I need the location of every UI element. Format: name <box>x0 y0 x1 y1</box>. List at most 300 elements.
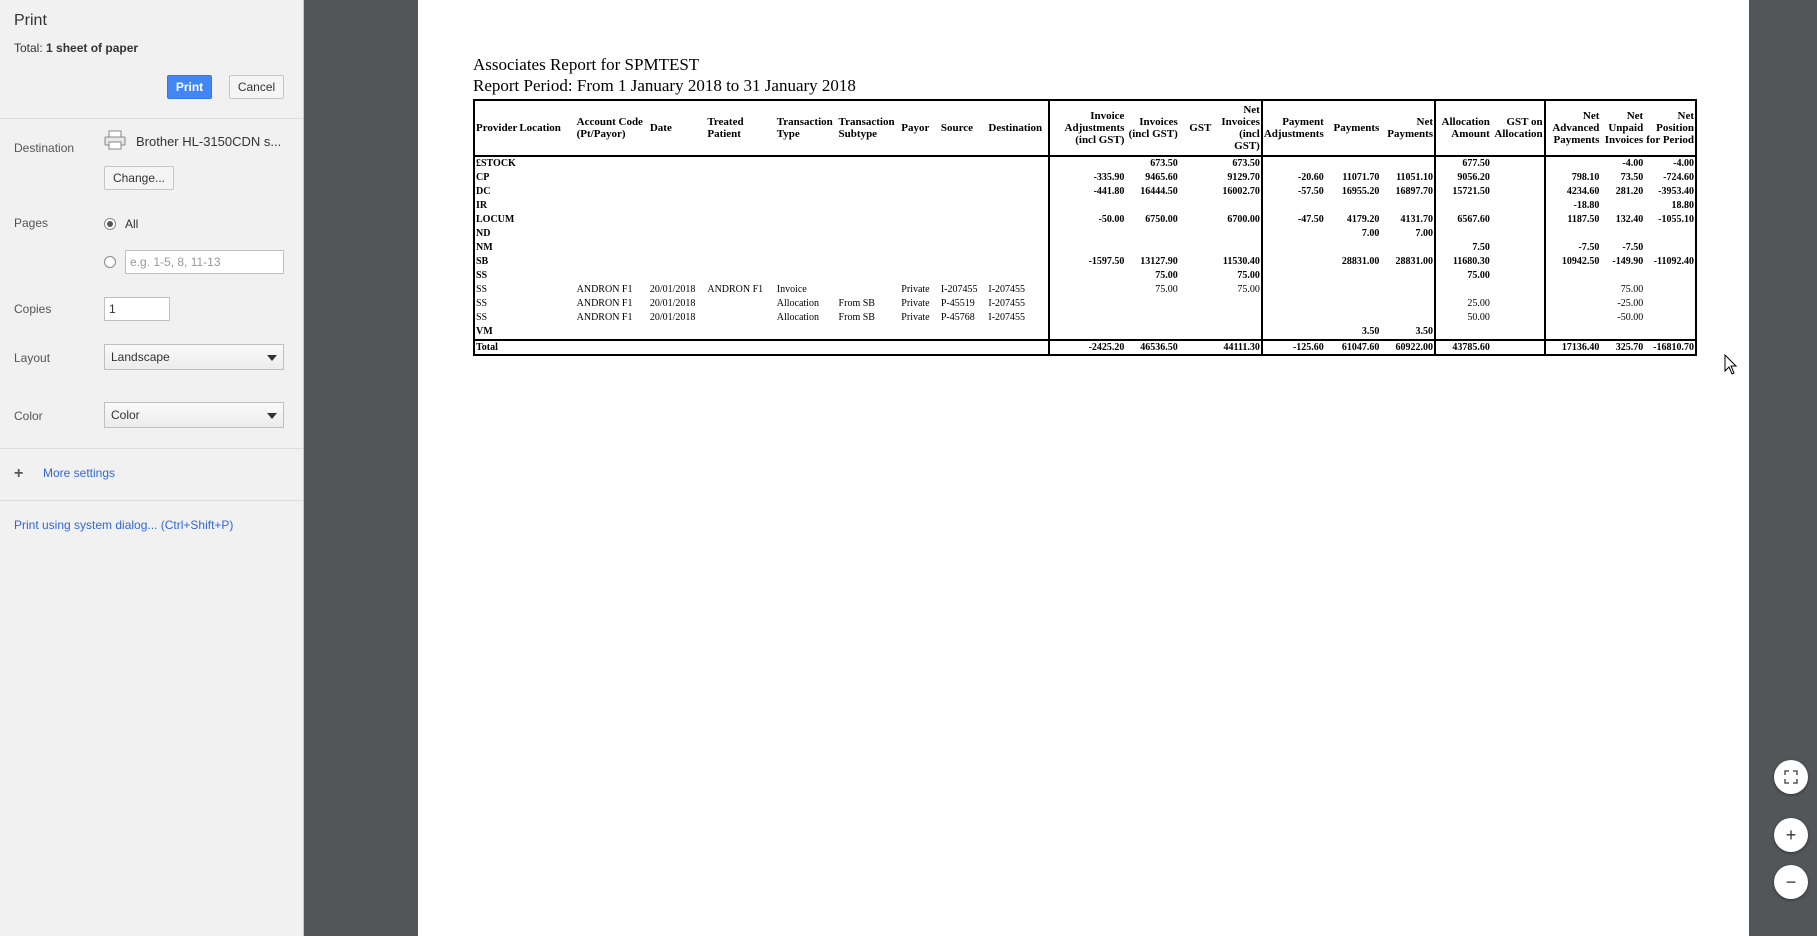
fit-to-page-icon <box>1784 770 1798 784</box>
table-cell: -7.50 <box>1545 241 1601 255</box>
table-cell <box>649 241 706 255</box>
cancel-button[interactable]: Cancel <box>229 75 284 99</box>
table-cell: I-207455 <box>940 284 978 295</box>
column-header: Payments <box>1325 100 1381 156</box>
table-cell <box>1380 283 1435 297</box>
table-cell <box>1325 297 1381 311</box>
provider-row <box>474 269 1696 283</box>
table-cell: 9465.60 <box>1145 172 1178 183</box>
column-header: Invoices (incl GST) <box>1125 100 1178 156</box>
table-cell <box>576 213 649 227</box>
table-cell <box>838 171 901 185</box>
color-value: Color <box>111 408 140 422</box>
table-cell <box>987 185 1049 199</box>
print-title: Print <box>14 12 47 29</box>
table-cell <box>1049 297 1125 311</box>
pages-custom-input[interactable]: e.g. 1-5, 8, 11-13 <box>125 250 284 274</box>
table-cell: 4234.60 <box>1545 185 1601 199</box>
table-cell: 15721.50 <box>1435 185 1491 199</box>
provider-row <box>474 171 1696 185</box>
column-header: Treated Patient <box>706 100 775 156</box>
zoom-out-button[interactable]: − <box>1774 865 1808 899</box>
table-cell: 4179.20 <box>1346 214 1380 225</box>
table-cell: 75.00 <box>1237 284 1260 295</box>
table-cell <box>1491 255 1545 269</box>
table-cell: -441.80 <box>1049 185 1125 199</box>
table-cell: 20/01/2018 <box>649 312 696 323</box>
table-cell <box>1325 283 1381 297</box>
more-settings-label[interactable]: More settings <box>43 466 116 480</box>
table-cell <box>1125 227 1178 241</box>
table-cell: 677.50 <box>1435 156 1491 171</box>
table-cell <box>576 269 649 283</box>
table-cell: 75.00 <box>1155 284 1178 295</box>
column-header: Account Code (Pt/Payor) <box>576 100 649 156</box>
provider-row <box>474 156 1696 171</box>
table-cell <box>576 340 649 355</box>
table-cell <box>649 156 706 171</box>
table-cell <box>1179 255 1213 269</box>
table-cell <box>1600 269 1644 283</box>
table-cell: LOCUM <box>476 214 515 225</box>
table-cell <box>940 213 988 227</box>
column-header: Provider <box>474 100 518 156</box>
table-cell: £STOCK <box>476 158 516 169</box>
table-cell: 25.00 <box>1435 297 1491 311</box>
table-cell <box>649 227 706 241</box>
table-cell <box>776 340 838 355</box>
table-cell: 10942.50 <box>1545 255 1601 269</box>
table-cell <box>1325 156 1381 171</box>
table-cell: 75.00 <box>1435 269 1491 283</box>
table-cell: SS <box>476 298 488 309</box>
table-cell: CP <box>476 172 490 183</box>
table-cell: -125.60 <box>1262 340 1325 355</box>
column-header: Net Payments <box>1380 100 1435 156</box>
table-cell <box>1049 227 1125 241</box>
table-cell <box>1049 311 1125 325</box>
table-cell: 18.80 <box>1671 200 1694 211</box>
table-cell <box>1125 241 1178 255</box>
column-header: Date <box>649 100 706 156</box>
table-cell <box>1262 325 1325 340</box>
column-header: Source <box>940 100 988 156</box>
table-cell <box>987 227 1049 241</box>
table-cell: 60922.00 <box>1380 340 1435 355</box>
table-cell <box>1380 156 1435 171</box>
table-cell: 9056.20 <box>1435 171 1491 185</box>
table-cell <box>576 156 649 171</box>
table-cell <box>1179 185 1213 199</box>
table-cell: 43785.60 <box>1435 340 1491 355</box>
table-cell <box>1179 269 1213 283</box>
table-cell <box>1380 241 1435 255</box>
table-cell <box>576 171 649 185</box>
table-cell: -16810.70 <box>1644 340 1696 355</box>
table-cell <box>776 185 838 199</box>
table-cell <box>1491 311 1545 325</box>
table-cell <box>1262 241 1325 255</box>
table-cell: 281.20 <box>1615 186 1644 197</box>
table-cell: I-207455 <box>988 298 1026 309</box>
table-cell <box>518 156 575 171</box>
table-cell <box>838 213 901 227</box>
table-cell <box>1491 156 1545 171</box>
column-header: Net Position for Period <box>1644 100 1696 156</box>
table-cell <box>706 255 775 269</box>
copies-label: Copies <box>14 302 52 316</box>
table-cell <box>1212 199 1262 213</box>
table-cell <box>706 311 775 325</box>
table-cell: P-45519 <box>940 298 975 309</box>
table-cell <box>706 156 775 171</box>
table-cell <box>1644 241 1696 255</box>
table-cell <box>1491 340 1545 355</box>
table-cell <box>1380 297 1435 311</box>
table-cell: -11092.40 <box>1653 256 1694 267</box>
table-cell <box>1491 325 1545 340</box>
table-cell <box>649 213 706 227</box>
table-cell: -25.00 <box>1617 298 1644 309</box>
table-cell <box>1491 227 1545 241</box>
zoom-in-button[interactable]: + <box>1774 818 1808 852</box>
column-header: Payor <box>900 100 940 156</box>
table-cell <box>706 241 775 255</box>
sheet-total <box>14 41 138 55</box>
table-cell: -2425.20 <box>1049 340 1125 355</box>
table-cell <box>1644 297 1696 311</box>
transaction-row <box>474 311 1696 325</box>
provider-row <box>474 199 1696 213</box>
table-cell <box>1325 241 1381 255</box>
table-cell <box>940 185 988 199</box>
table-cell <box>518 171 575 185</box>
table-cell <box>649 325 706 340</box>
table-cell: Private <box>901 312 930 323</box>
divider <box>0 500 303 501</box>
table-cell <box>518 311 575 325</box>
preview-page <box>418 0 1749 936</box>
table-cell: 20/01/2018 <box>649 284 696 295</box>
table-cell: 16002.70 <box>1222 186 1260 197</box>
table-cell: 11680.30 <box>1435 255 1491 269</box>
table-cell: 673.50 <box>1232 158 1260 169</box>
table-cell <box>706 185 775 199</box>
table-cell: NM <box>476 242 493 253</box>
table-cell <box>1325 199 1381 213</box>
table-cell <box>900 255 940 269</box>
layout-label: Layout <box>14 351 51 365</box>
table-cell <box>900 185 940 199</box>
provider-row <box>474 213 1696 227</box>
table-cell <box>900 227 940 241</box>
table-cell: -47.50 <box>1262 213 1325 227</box>
total-row <box>474 340 1696 355</box>
system-dialog-link[interactable]: Print using system dialog... (Ctrl+Shift+P) <box>14 518 234 532</box>
table-cell <box>576 185 649 199</box>
table-cell: -7.50 <box>1622 242 1644 253</box>
change-destination-button[interactable]: Change... <box>104 166 174 190</box>
table-cell: P-45768 <box>940 312 975 323</box>
table-cell: 16897.70 <box>1395 186 1434 197</box>
table-header-row <box>474 100 1696 156</box>
table-cell <box>1435 199 1491 213</box>
table-cell: -50.00 <box>1617 312 1644 323</box>
table-cell: -4.00 <box>1622 158 1644 169</box>
column-header: Invoice Adjustments (incl GST) <box>1049 100 1125 156</box>
table-cell <box>706 171 775 185</box>
table-cell <box>940 269 988 283</box>
table-cell <box>1545 227 1601 241</box>
table-cell <box>1125 297 1178 311</box>
table-cell <box>706 213 775 227</box>
table-cell <box>1491 269 1545 283</box>
table-cell: -149.90 <box>1612 256 1644 267</box>
table-cell <box>940 199 988 213</box>
table-cell <box>518 283 575 297</box>
table-cell <box>776 199 838 213</box>
provider-row <box>474 325 1696 340</box>
table-cell: 7.00 <box>1415 228 1434 239</box>
table-cell: From SB <box>838 298 875 309</box>
table-cell <box>1049 269 1125 283</box>
table-cell <box>940 156 988 171</box>
table-cell <box>1325 311 1381 325</box>
table-cell <box>518 185 575 199</box>
total-value: 1 sheet of paper <box>46 41 139 55</box>
table-cell <box>518 199 575 213</box>
table-cell <box>706 269 775 283</box>
table-cell <box>776 241 838 255</box>
table-cell <box>518 297 575 311</box>
table-cell <box>1380 311 1435 325</box>
provider-row <box>474 255 1696 269</box>
pages-custom-radio[interactable] <box>104 256 116 268</box>
table-cell <box>776 255 838 269</box>
table-cell: DC <box>476 186 491 197</box>
table-cell: ANDRON F1 <box>707 284 764 295</box>
table-cell: I-207455 <box>988 312 1026 323</box>
layout-value: Landscape <box>111 350 170 364</box>
table-cell <box>1600 325 1644 340</box>
table-cell: 17136.40 <box>1545 340 1601 355</box>
table-cell: 3.50 <box>1361 326 1380 337</box>
table-cell <box>776 171 838 185</box>
table-cell <box>1545 325 1601 340</box>
table-cell <box>1179 311 1213 325</box>
table-cell: 3.50 <box>1415 326 1434 337</box>
table-cell <box>987 269 1049 283</box>
printer-icon <box>104 130 126 150</box>
table-cell <box>987 171 1049 185</box>
table-cell <box>776 213 838 227</box>
table-cell <box>838 199 901 213</box>
table-cell <box>838 269 901 283</box>
table-cell: ANDRON F1 <box>576 312 633 323</box>
table-cell <box>987 156 1049 171</box>
dropdown-arrow-icon <box>267 413 277 419</box>
table-cell <box>987 255 1049 269</box>
table-cell <box>1644 325 1696 340</box>
table-cell <box>1179 297 1213 311</box>
table-cell: 325.70 <box>1600 340 1644 355</box>
table-cell <box>1545 297 1601 311</box>
table-cell: Total <box>474 340 518 355</box>
table-cell: 132.40 <box>1615 214 1644 225</box>
table-cell <box>649 185 706 199</box>
table-cell <box>1491 241 1545 255</box>
table-cell: 28831.00 <box>1341 256 1380 267</box>
table-cell <box>518 269 575 283</box>
pages-label: Pages <box>14 216 49 230</box>
table-cell <box>1491 297 1545 311</box>
column-header: Destination <box>987 100 1049 156</box>
table-cell <box>576 255 649 269</box>
table-cell: -4.00 <box>1673 158 1694 169</box>
table-cell <box>1325 269 1381 283</box>
table-cell: -57.50 <box>1262 185 1325 199</box>
dropdown-arrow-icon <box>267 355 277 361</box>
table-cell <box>518 255 575 269</box>
provider-row <box>474 185 1696 199</box>
plus-icon: + <box>14 465 24 482</box>
table-cell <box>706 227 775 241</box>
column-header: Allocation Amount <box>1435 100 1491 156</box>
table-cell <box>649 269 706 283</box>
table-cell <box>1435 283 1491 297</box>
table-cell <box>987 213 1049 227</box>
table-cell: 61047.60 <box>1325 340 1381 355</box>
table-cell <box>987 325 1049 340</box>
report-title: Associates Report for SPMTEST <box>473 55 700 74</box>
table-cell <box>838 325 901 340</box>
table-cell <box>1179 213 1213 227</box>
table-cell <box>1179 227 1213 241</box>
table-cell <box>1125 325 1178 340</box>
table-cell <box>1491 185 1545 199</box>
table-cell <box>1179 156 1213 171</box>
table-cell: 1187.50 <box>1545 213 1601 227</box>
copies-input[interactable]: 1 <box>104 297 170 321</box>
table-cell <box>1262 283 1325 297</box>
table-cell: 75.00 <box>1237 270 1260 281</box>
table-cell <box>987 199 1049 213</box>
table-cell: SS <box>476 312 488 323</box>
table-cell <box>576 227 649 241</box>
table-cell <box>1262 297 1325 311</box>
fit-to-page-button[interactable] <box>1774 760 1808 794</box>
table-cell: 13127.90 <box>1140 256 1178 267</box>
table-cell: 798.10 <box>1545 171 1601 185</box>
table-cell <box>1644 269 1696 283</box>
print-settings-sidebar <box>0 0 304 936</box>
table-cell: 6567.60 <box>1435 213 1491 227</box>
table-cell <box>1212 297 1262 311</box>
table-cell: 75.00 <box>1155 270 1178 281</box>
table-cell <box>1262 255 1325 269</box>
table-cell: SS <box>476 270 488 281</box>
table-cell: VM <box>476 326 493 337</box>
table-cell <box>518 227 575 241</box>
table-cell <box>940 340 988 355</box>
table-cell <box>940 241 988 255</box>
table-cell: 9129.70 <box>1227 172 1260 183</box>
table-cell: 46536.50 <box>1125 340 1178 355</box>
destination-label: Destination <box>14 141 75 155</box>
transaction-row <box>474 297 1696 311</box>
table-cell <box>1049 156 1125 171</box>
table-cell <box>1125 199 1178 213</box>
table-cell: 7.00 <box>1361 228 1380 239</box>
table-cell <box>987 241 1049 255</box>
table-cell: 11051.10 <box>1396 172 1434 183</box>
transaction-row <box>474 283 1696 297</box>
divider <box>0 118 303 119</box>
table-cell: SB <box>476 256 489 267</box>
table-cell: -3953.40 <box>1658 186 1694 197</box>
pages-all-radio[interactable] <box>104 218 116 230</box>
table-cell: -20.60 <box>1262 171 1325 185</box>
table-cell: -1597.50 <box>1049 255 1125 269</box>
table-cell <box>1491 213 1545 227</box>
print-button[interactable]: Print <box>167 75 212 99</box>
layout-select[interactable] <box>104 344 284 370</box>
table-cell <box>1262 199 1325 213</box>
table-cell: ANDRON F1 <box>576 284 633 295</box>
table-cell: SS <box>476 284 488 295</box>
table-cell <box>1212 241 1262 255</box>
table-cell <box>1262 269 1325 283</box>
table-cell: 7.50 <box>1435 241 1491 255</box>
table-cell: -1055.10 <box>1658 214 1694 225</box>
table-cell <box>1545 156 1601 171</box>
table-cell <box>518 241 575 255</box>
column-header: Transaction Type <box>776 100 838 156</box>
color-select[interactable] <box>104 402 284 428</box>
table-cell: 44111.30 <box>1212 340 1262 355</box>
table-cell <box>1600 199 1644 213</box>
table-cell <box>900 199 940 213</box>
table-cell: Allocation <box>776 312 819 323</box>
table-cell <box>1545 283 1601 297</box>
table-cell: -18.80 <box>1545 199 1601 213</box>
table-cell: 11530.40 <box>1222 256 1260 267</box>
table-cell <box>1644 311 1696 325</box>
column-header: GST on Allocation <box>1491 100 1545 156</box>
table-cell: Private <box>901 298 930 309</box>
table-cell <box>900 213 940 227</box>
table-cell <box>1179 283 1213 297</box>
table-cell <box>900 171 940 185</box>
table-cell: I-207455 <box>988 284 1026 295</box>
table-cell: Invoice <box>776 284 807 295</box>
table-cell <box>1125 311 1178 325</box>
table-cell: 20/01/2018 <box>649 298 696 309</box>
table-cell <box>900 269 940 283</box>
table-cell <box>838 255 901 269</box>
table-cell <box>1049 199 1125 213</box>
table-cell: ND <box>476 228 491 239</box>
table-cell <box>1262 227 1325 241</box>
pages-all-label: All <box>125 217 139 231</box>
table-cell <box>900 241 940 255</box>
table-cell <box>1491 199 1545 213</box>
table-cell: 75.00 <box>1620 284 1644 295</box>
table-cell <box>900 325 940 340</box>
table-cell <box>1491 283 1545 297</box>
table-cell: Private <box>901 284 930 295</box>
table-cell: 16444.50 <box>1140 186 1178 197</box>
